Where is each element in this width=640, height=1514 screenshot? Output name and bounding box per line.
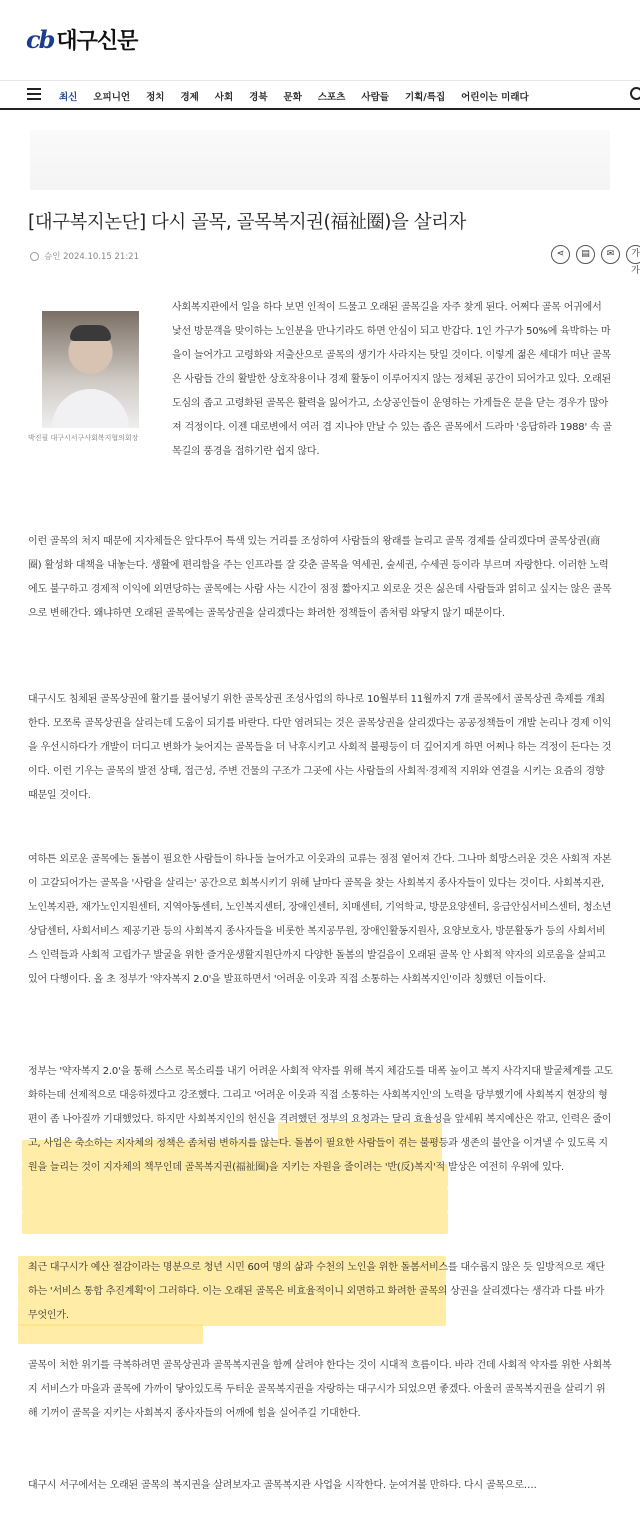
font-size-icon[interactable]: 가가	[626, 245, 640, 264]
nav-item-economy[interactable]: 경제	[180, 92, 199, 103]
menu-icon[interactable]	[27, 88, 41, 99]
nav-item-gyeongbuk[interactable]: 경북	[249, 92, 268, 103]
nav-item-special[interactable]: 기획/특집	[404, 92, 446, 103]
article-meta	[30, 250, 139, 262]
clock-icon	[30, 252, 39, 261]
logo-text: 대구신문	[56, 29, 138, 54]
site-header	[0, 0, 640, 81]
email-icon[interactable]: ✉	[601, 245, 620, 264]
nav-item-latest[interactable]: 최신	[59, 92, 78, 103]
nav-item-society[interactable]: 사회	[214, 92, 234, 103]
author-photo	[42, 311, 139, 428]
share-icon[interactable]: ⋖	[551, 245, 570, 264]
published-date: 승인 2024.10.15 21:21	[44, 252, 139, 262]
article-paragraph: 여하튼 외로운 골목에는 돌봄이 필요한 사람들이 하나둘 늘어가고 이웃과의 교류는 점점 옅어져 간다. 그나마 희망스러운 것은 사회적 자본이 고갈되어가는 골목을 '사람을 살리는' 공간으로 회복시키기 위해 날마다 골목을 찾는 사회복지 종사자들이 있다는 것이다. 사회복지관, 노인복지관, 재가노인지원센터, 지역아동센터, 노인복지센터, 장애인센터, 치매센터, 기억학교, 방문요양센터, 응급안심서비스센터, 청소년상담센터, 사회서비스 제공기관 등의 사회복지 종사자들을 비롯한 복지공무원, 장애인활동지원사, 요양보호사, 방문활동가 등의 사회서비스 인력들과 사회적 고립가구 발굴을 위한 즐거운생활지원단까지 다양한 돌봄의 발걸음이 오래된 골목 안 사회적 약자의 외로움을 살피고 있어 다행이다. 올 초 정부가 '약자복지 2.0'을 발표하면서 '어려운 이웃과 직접 소통하는 사회복지인'이라 칭했던 이들이다.	[28, 854, 612, 985]
highlight-mark	[22, 1212, 448, 1234]
print-icon[interactable]: ▤	[576, 245, 595, 264]
highlight-mark	[22, 1188, 448, 1212]
article-paragraph: 정부는 '약자복지 2.0'을 통해 스스로 목소리를 내기 어려운 사회적 약자를 위해 복지 체감도를 대폭 높이고 복지 사각지대 발굴체계를 고도화하는데 선제적으로 대응하겠다고 강조했다. 그리고 '어려운 이웃과 직접 소통하는 사회복지인'의 노력을 당부했기에 사회복지 현장의 형편이 좀 나아질까 기대했었다. 하지만 사회복지인의 헌신을 격려했던 정부의 요청과는 달리 효율성을 앞세워 복지예산은 깎고, 인력은 줄이고, 사업은 축소하는 지자체의 정책은 좀처럼 변하지를 않는다. 돌봄이 필요한 사람들이 겪는 불평등과 생존의 불안을 이겨낼 수 있도록 지원을 늘리는 것이 지자체의 책무인데 골목복지권(福祉圈)을 지키는 자원을 줄이려는 '반(反)복지'적 발상은 여전히 우위에 있다.	[28, 1066, 613, 1173]
article-paragraph: 대구시 서구에서는 오래된 골목의 복지권을 살려보자고 골목복지관 사업을 시작한다. 눈여겨볼 만하다. 다시 골목으로….	[28, 1480, 537, 1491]
main-nav	[0, 80, 640, 110]
nav-item-people[interactable]: 사람들	[361, 92, 389, 103]
article-title: [대구복지논단] 다시 골목, 골목복지권(福祉圈)을 살리자	[28, 212, 466, 233]
logo-mark: cb	[26, 25, 54, 54]
article-paragraph: 골목이 처한 위기를 극복하려면 골목상권과 골목복지권을 함께 살려야 한다는 것이 시대적 흐름이다. 바라 건데 사회적 약자를 위한 사회복지 서비스가 마을과 골목에 가까이 닿아있도록 두터운 골목복지권을 자랑하는 대구시가 되었으면 좋겠다. 아울러 골목복지권을 살리기 위해 기꺼이 골목을 지키는 사회복지 종사자들의 어깨에 힘을 실어주길 기대한다.	[28, 1360, 612, 1419]
nav-item-sports[interactable]: 스포츠	[317, 92, 346, 103]
article-paragraph: 대구시도 침체된 골목상권에 활기를 불어넣기 위한 골목상권 조성사업의 하나로 10월부터 11월까지 7개 골목에서 골목상권 축제를 개최한다. 모쪼록 골목상권을 살리는데 도움이 되기를 바란다. 다만 염려되는 것은 골목상권을 살리겠다는 공공정책들이 개발 논리나 경제 이익을 우선시하다가 개발이 더디고 변화가 늦어지는 골목들을 더 낙후시키고 사회적 불평등이 더 깊어지게 하면 어쩌나 하는 걱정이 든다는 것이다. 이런 기우는 골목의 발전 상태, 접근성, 주변 건물의 구조가 그곳에 사는 사람들의 사회적·경제적 지위와 연결을 시키는 요즘의 경향 때문일 것이다.	[28, 694, 612, 801]
nav-item-culture[interactable]: 문화	[283, 92, 302, 103]
nav-item-opinion[interactable]: 오피니언	[93, 92, 131, 103]
site-logo[interactable]	[26, 24, 137, 55]
article-paragraph: 최근 대구시가 예산 절감이라는 명분으로 청년 시민 60여 명의 삶과 수천의 노인을 위한 돌봄서비스를 대수롭지 않은 듯 일방적으로 재단하는 '서비스 통합 추진계획'이 그러하다. 이는 오래된 골목은 비효율적이니 외면하고 화려한 골목의 상권을 살리겠다는 생각과 다를 바가 무엇인가.	[28, 1262, 605, 1321]
article-paragraph: 이런 골목의 처지 때문에 지자체들은 앞다투어 특색 있는 거리를 조성하여 사람들의 왕래를 늘리고 골목 경제를 살리겠다며 골목상권(商圈) 활성화 대책을 내놓는다. 생활에 편리함을 주는 인프라를 잘 갖춘 골목을 역세권, 숲세권, 수세권 등이라 부르며 자랑한다. 이러한 노력에도 불구하고 경제적 이익에 외면당하는 골목에는 사람 사는 시간이 점점 짧아지고 외로운 것은 싫은데 사람들과 얽히고 싶지는 않은 골목으로 변해간다. 왜냐하면 오래된 골목에는 골목상권을 살리겠다는 화려한 정책들이 좀처럼 와닿지 않기 때문이다.	[28, 536, 612, 619]
photo-caption: 박진필 대구시서구사회복지협의회장	[28, 434, 139, 442]
share-toolbar	[551, 245, 640, 276]
nav-item-children[interactable]: 어린이는 미래다	[461, 92, 529, 103]
nav-item-politics[interactable]: 정치	[146, 92, 165, 103]
ad-banner	[30, 130, 610, 190]
article-paragraph: 사회복지관에서 일을 하다 보면 인적이 드물고 오래된 골목길을 자주 찾게 된다. 어쩌다 골목 어귀에서 낯선 방문객을 맞이하는 노인분을 만나기라도 하면 안심이 되고 반갑다. 1인 가구가 50%에 육박하는 마을이 늘어가고 고령화와 저출산으로 골목의 생기가 사라지는 탓일 것이다. 이렇게 젊은 세대가 떠난 골목은 사람들 간의 활발한 상호작용이나 경제 활동이 이루어지지 않는 정체된 공간이 되어가고 있다. 오래된 도심의 좁고 고령화된 골목은 활력을 잃어가고, 소상공인들이 운영하는 가게들은 문을 닫는 경우가 많아져 걱정이다. 이젠 대로변에서 여러 겹 지나야 만날 수 있는 좁은 골목에서 드라마 '응답하라 1988' 속 골목길의 풍경을 접하기란 쉽지 않다.	[172, 302, 612, 457]
search-icon[interactable]	[630, 87, 640, 100]
